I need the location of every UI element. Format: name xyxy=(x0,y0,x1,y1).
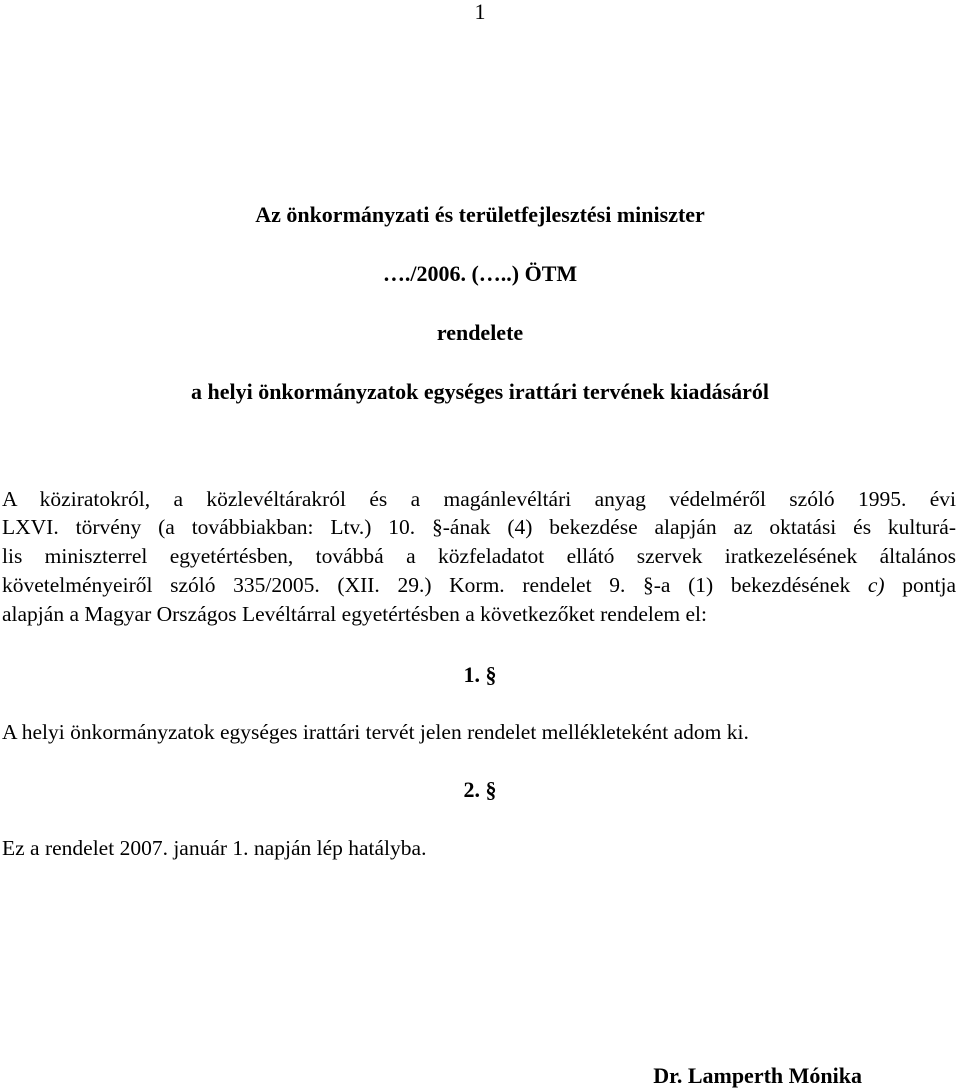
section-1-heading: 1. § xyxy=(463,662,497,687)
preamble-italic-point: c) xyxy=(867,573,885,597)
decree-type: rendelete xyxy=(436,320,524,345)
section-2-heading: 2. § xyxy=(463,777,497,802)
preamble-line: lis miniszterrel egyetértésben, továbbá a közfeladatot ellátó szervek iratkezelésének általános xyxy=(2,544,956,568)
signatory-name: Dr. Lamperth Mónika xyxy=(653,1063,862,1088)
preamble-line: A köziratokról, a közlevéltárakról és a magánlevéltári anyag védelméről szóló 1995. évi xyxy=(2,487,956,511)
decree-number: …./2006. (…..) ÖTM xyxy=(382,261,578,286)
preamble-line: LXVI. törvény (a továbbiakban: Ltv.) 10. §-ának (4) bekezdése alapján az oktatási és kulturá- xyxy=(2,515,956,539)
section-2-text: Ez a rendelet 2007. január 1. napján lép hatályba. xyxy=(2,836,427,860)
preamble-text: követelményeiről szóló 335/2005. (XII. 29.) Korm. rendelet 9. §-a (1) bekezdésének xyxy=(2,573,868,597)
page-number: 1 xyxy=(474,0,486,24)
preamble-text: pontja xyxy=(884,573,956,597)
issuing-authority: Az önkormányzati és területfejlesztési miniszter xyxy=(255,202,705,227)
decree-subject: a helyi önkormányzatok egységes irattári tervének kiadásáról xyxy=(190,379,770,404)
preamble-line xyxy=(2,572,956,598)
preamble-line: alapján a Magyar Országos Levéltárral egyetértésben a következőket rendelem el: xyxy=(2,602,707,626)
section-1-text: A helyi önkormányzatok egységes irattári tervét jelen rendelet mellékleteként adom ki. xyxy=(2,720,749,744)
